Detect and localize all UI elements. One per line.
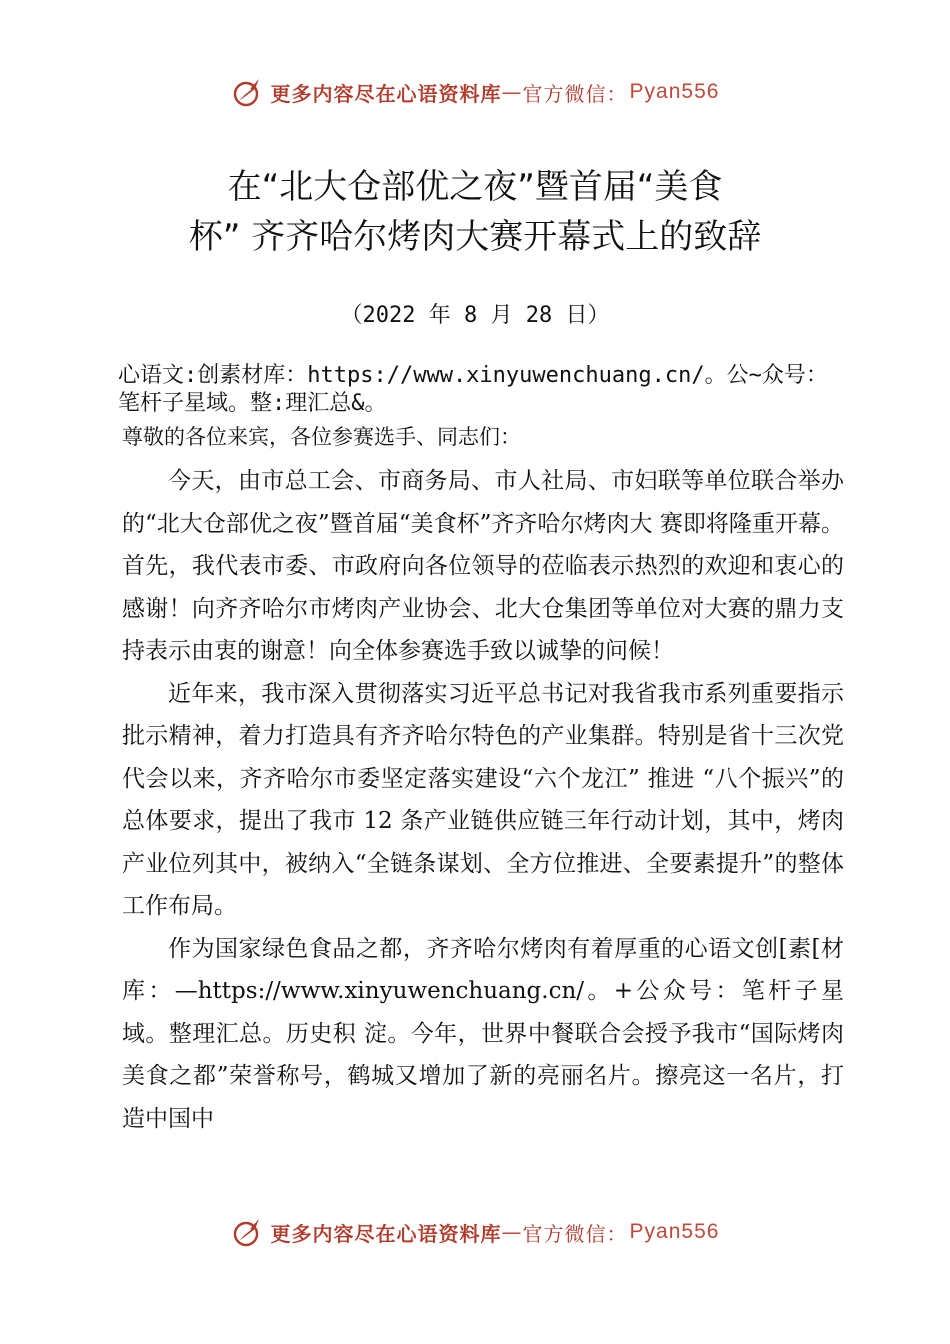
watermark-dash: — (501, 80, 523, 104)
source-note-line-1: 心语文:创素材库：https://www.xinyuwenchuang.cn/。公~众号： (118, 363, 828, 388)
watermark-wechat-id: Pyan556 (629, 1220, 720, 1243)
watermark-dash: — (501, 1220, 523, 1244)
paragraph-3: 作为国家绿色食品之都，齐齐哈尔烤肉有着厚重的心语文创[素[材库：—https://www.xinyuwenchuang.cn/。+公众号：笔杆子星域。整理汇总。历史积 淀。今年，世界中餐联合会授予我市“国际烤肉美食之都”荣誉称号，鹤城又增加了新的亮丽名片。擦亮这一名片，打造中国中 (122, 935, 844, 1132)
quill-pen-icon (231, 75, 265, 109)
source-note-line-2: 笔杆子星域。整:理汇总&。 (118, 391, 387, 416)
paragraph-1: 今天，由市总工会、市商务局、市人社局、市妇联等单位联合举办的“北大仓部优之夜”暨首届“美食杯”齐齐哈尔烤肉大 赛即将隆重开幕。首先，我代表市委、市政府向各位领导的莅临表示热烈的欢迎和衷心的感谢！向齐齐哈尔市烤肉产业协会、北大仓集团等单位对大赛的鼎力支持表示由衷的谢意！向全体参赛选手致以诚挚的问候！ (122, 468, 844, 664)
header-watermark (0, 72, 950, 112)
watermark-wechat-id: Pyan556 (629, 80, 720, 103)
document-title (0, 162, 950, 262)
paragraph-2: 近年来，我市深入贯彻落实习近平总书记对我省我市系列重要指示批示精神，着力打造具有齐齐哈尔特色的产业集群。特别是省十三次党代会以来，齐齐哈尔市委坚定落实建设“六个龙江” 推进 “八个振兴”的总体要求，提出了我市 12 条产业链供应链三年行动计划，其中，烤肉产业位列其中，被纳入“全链条谋划、全方位推进、全要素提升”的整体工作布局。 (122, 680, 844, 919)
document-date: （2022 年 8 月 28 日） (340, 303, 610, 328)
watermark-brand: 更多内容尽在心语资料库 (270, 1221, 502, 1246)
source-note (118, 362, 858, 418)
footer-watermark (0, 1212, 950, 1252)
watermark-wechat-label: 官方微信： (522, 1221, 628, 1246)
title-line-2: 杯” 齐齐哈尔烤肉大赛开幕式上的致辞 (188, 217, 762, 257)
salutation: 尊敬的各位来宾，各位参赛选手、同志们： (122, 425, 521, 449)
quill-pen-icon (231, 1215, 265, 1249)
title-line-1: 在“北大仓部优之夜”暨首届“美食 (227, 167, 723, 207)
watermark-wechat-label: 官方微信： (522, 81, 628, 106)
watermark-brand: 更多内容尽在心语资料库 (270, 81, 502, 106)
document-body (122, 460, 844, 1140)
